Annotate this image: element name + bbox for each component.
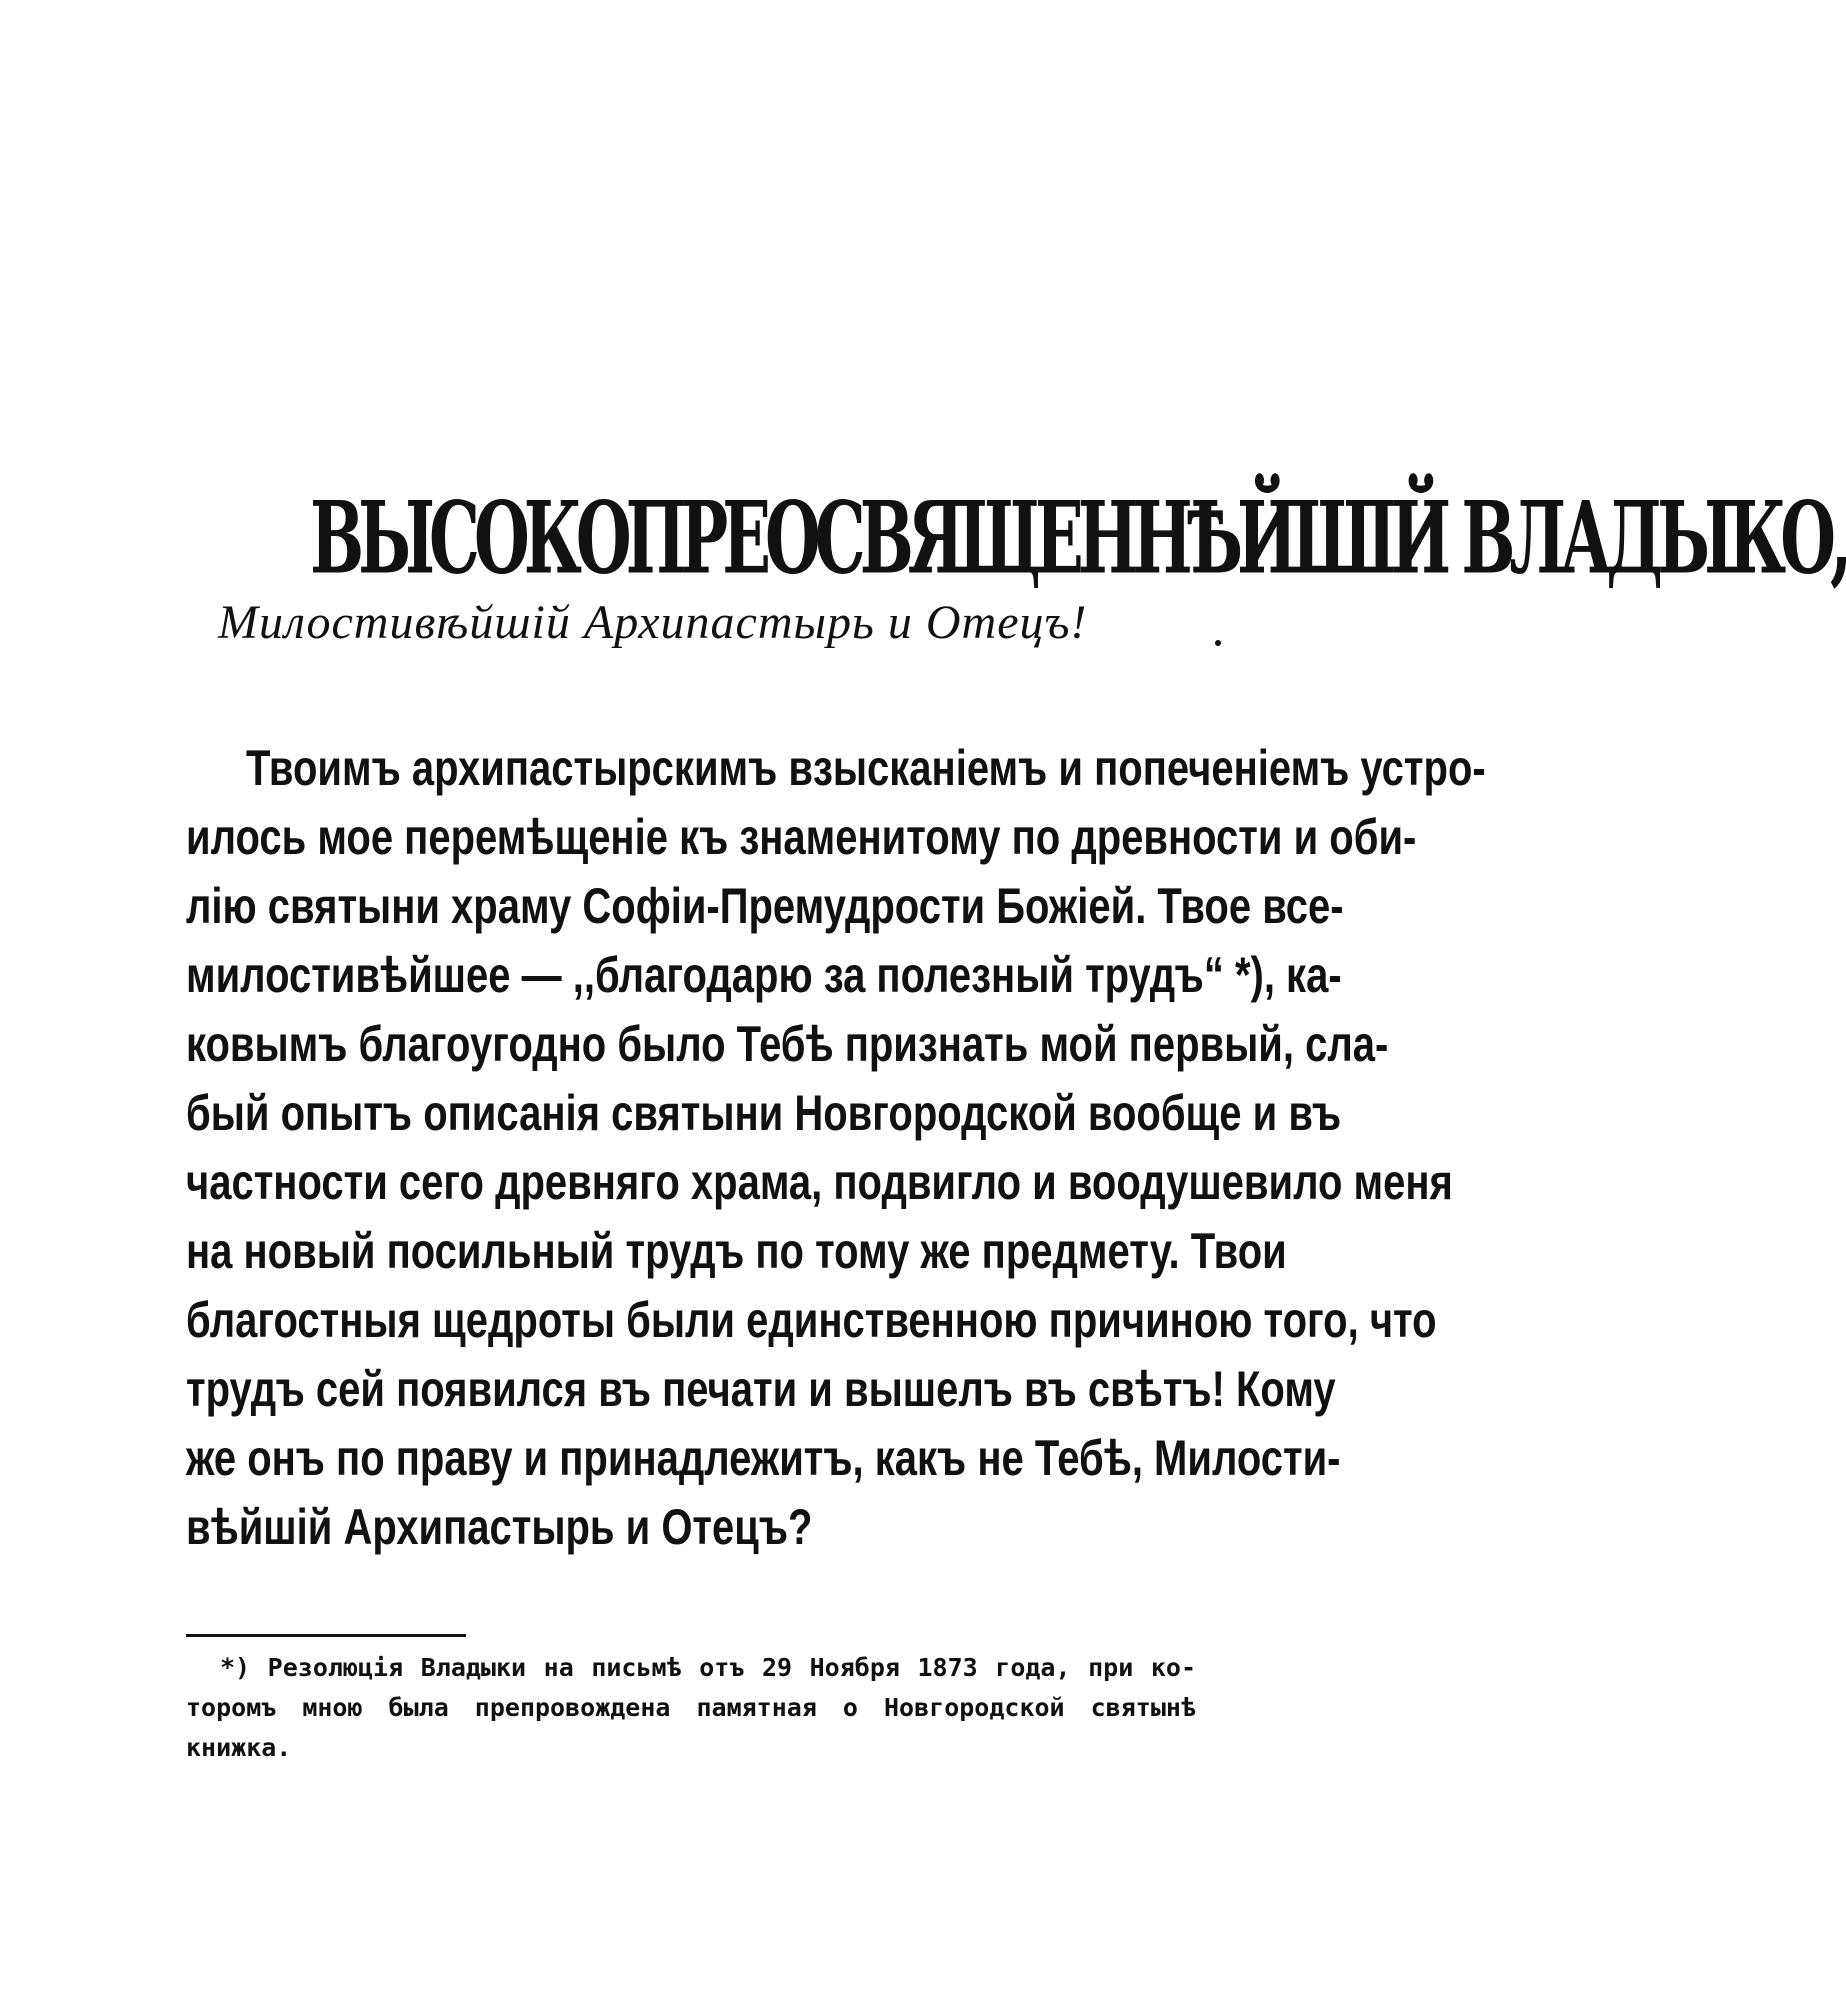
page-title: ВЫСОКОПРЕОСВЯЩЕННѢЙШІЙ ВЛАДЫКО, <box>310 480 1846 598</box>
footnote-line: *) Резолюція Владыки на письмѣ отъ 29 Ноября 1873 года, при ко- <box>220 1653 1196 1682</box>
body-line: благостныя щедроты были единственною причиною того, что <box>186 1293 1437 1349</box>
body-line: ковымъ благоугодно было Тебѣ признать мой первый, сла- <box>186 1017 1389 1073</box>
body-line: же онъ по праву и принадлежитъ, какъ не Тебѣ, Милости- <box>186 1431 1341 1487</box>
body-line: трудъ сей появился въ печати и вышелъ въ свѣтъ! Кому <box>186 1362 1336 1418</box>
print-speck <box>1215 640 1221 646</box>
body-line: вѣйшій Архипастырь и Отецъ? <box>186 1500 813 1556</box>
body-line: милостивѣйшее — ,,благодарю за полезный трудъ“ *), ка- <box>186 948 1342 1004</box>
page-subtitle: Милостивѣйшій Архипастырь и Отецъ! <box>218 596 1088 649</box>
body-paragraph <box>186 735 1486 1563</box>
body-line: Твоимъ архипастырскимъ взысканіемъ и попеченіемъ устро- <box>246 741 1486 797</box>
body-line: илось мое перемѣщеніе къ знаменитому по древности и оби- <box>186 810 1417 866</box>
body-line: частности сего древняго храма, подвигло и воодушевило меня <box>186 1155 1453 1211</box>
footnote <box>186 1648 1196 1768</box>
body-line: лію святыни храму Софіи-Премудрости Божіей. Твое все- <box>186 879 1344 935</box>
body-line: на новый посильный трудъ по тому же предмету. Твои <box>186 1224 1287 1280</box>
footnote-divider <box>186 1634 466 1637</box>
body-line: бый опытъ описанія святыни Новгородской вообще и въ <box>186 1086 1342 1142</box>
footnote-line: книжка. <box>186 1733 292 1762</box>
footnote-line: торомъ мною была препровождена памятная о Новгородской святынѣ <box>186 1693 1196 1722</box>
